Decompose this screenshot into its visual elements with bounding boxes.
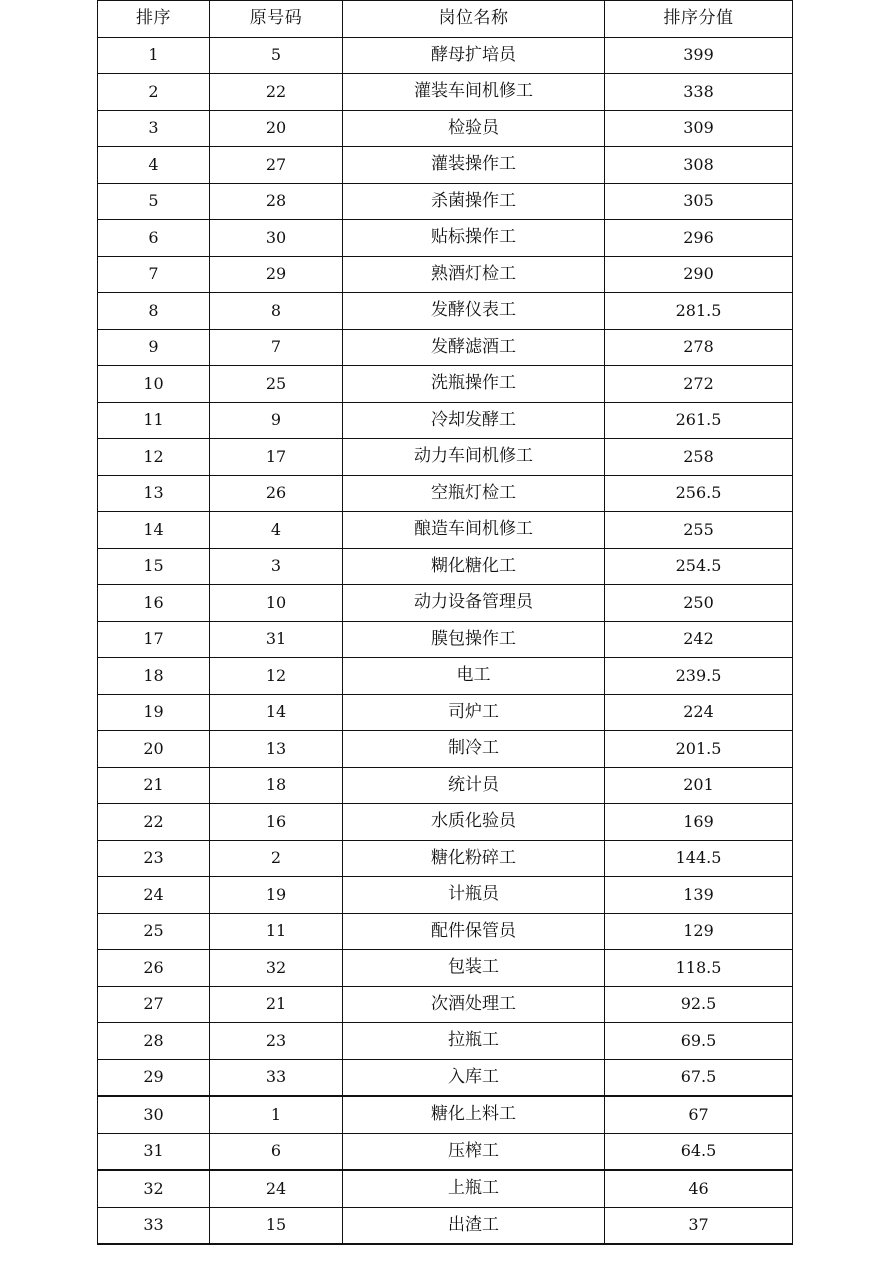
cell-position-name: 熟酒灯检工 (343, 256, 605, 293)
ranking-sheet (97, 0, 792, 1245)
cell-original-number: 3 (210, 548, 343, 585)
cell-rank: 4 (98, 147, 210, 184)
cell-original-number: 30 (210, 220, 343, 257)
table-row (98, 913, 793, 950)
cell-original-number: 27 (210, 147, 343, 184)
cell-rank: 30 (98, 1096, 210, 1133)
cell-rank-score: 256.5 (605, 475, 793, 512)
cell-original-number: 25 (210, 366, 343, 403)
header-rank-score: 排序分值 (605, 1, 793, 38)
table-row (98, 329, 793, 366)
cell-position-name: 检验员 (343, 110, 605, 147)
cell-original-number: 11 (210, 913, 343, 950)
table-row (98, 1170, 793, 1207)
cell-position-name: 灌装车间机修工 (343, 74, 605, 111)
cell-original-number: 15 (210, 1207, 343, 1244)
cell-original-number: 31 (210, 621, 343, 658)
cell-original-number: 4 (210, 512, 343, 549)
cell-rank: 2 (98, 74, 210, 111)
cell-rank-score: 224 (605, 694, 793, 731)
job-ranking-table (97, 0, 793, 1245)
cell-position-name: 司炉工 (343, 694, 605, 731)
cell-rank-score: 278 (605, 329, 793, 366)
cell-position-name: 酿造车间机修工 (343, 512, 605, 549)
table-body (98, 37, 793, 1244)
cell-rank-score: 69.5 (605, 1023, 793, 1060)
table-row (98, 110, 793, 147)
cell-rank: 28 (98, 1023, 210, 1060)
cell-position-name: 上瓶工 (343, 1170, 605, 1207)
cell-rank-score: 139 (605, 877, 793, 914)
cell-rank: 11 (98, 402, 210, 439)
header-original-number: 原号码 (210, 1, 343, 38)
cell-original-number: 16 (210, 804, 343, 841)
table-row (98, 548, 793, 585)
cell-original-number: 8 (210, 293, 343, 330)
cell-rank-score: 67.5 (605, 1059, 793, 1096)
table-row (98, 731, 793, 768)
cell-original-number: 19 (210, 877, 343, 914)
cell-original-number: 20 (210, 110, 343, 147)
cell-original-number: 22 (210, 74, 343, 111)
cell-original-number: 26 (210, 475, 343, 512)
table-row (98, 512, 793, 549)
cell-rank: 25 (98, 913, 210, 950)
cell-position-name: 统计员 (343, 767, 605, 804)
cell-rank-score: 201 (605, 767, 793, 804)
cell-rank-score: 309 (605, 110, 793, 147)
cell-rank: 7 (98, 256, 210, 293)
cell-position-name: 出渣工 (343, 1207, 605, 1244)
cell-rank-score: 258 (605, 439, 793, 476)
cell-rank: 15 (98, 548, 210, 585)
table-row (98, 585, 793, 622)
cell-original-number: 13 (210, 731, 343, 768)
header-rank: 排序 (98, 1, 210, 38)
table-row (98, 37, 793, 74)
cell-rank-score: 308 (605, 147, 793, 184)
table-row (98, 439, 793, 476)
cell-original-number: 9 (210, 402, 343, 439)
cell-original-number: 28 (210, 183, 343, 220)
cell-original-number: 21 (210, 986, 343, 1023)
table-row (98, 147, 793, 184)
cell-position-name: 发酵滤酒工 (343, 329, 605, 366)
cell-rank: 32 (98, 1170, 210, 1207)
cell-rank-score: 290 (605, 256, 793, 293)
table-row (98, 621, 793, 658)
cell-rank: 6 (98, 220, 210, 257)
cell-original-number: 7 (210, 329, 343, 366)
cell-rank-score: 144.5 (605, 840, 793, 877)
cell-rank-score: 281.5 (605, 293, 793, 330)
cell-rank: 16 (98, 585, 210, 622)
cell-position-name: 冷却发酵工 (343, 402, 605, 439)
cell-original-number: 24 (210, 1170, 343, 1207)
cell-rank-score: 254.5 (605, 548, 793, 585)
cell-rank: 17 (98, 621, 210, 658)
cell-rank-score: 46 (605, 1170, 793, 1207)
cell-rank: 14 (98, 512, 210, 549)
cell-original-number: 5 (210, 37, 343, 74)
cell-position-name: 杀菌操作工 (343, 183, 605, 220)
table-row (98, 950, 793, 987)
cell-rank: 3 (98, 110, 210, 147)
table-row (98, 877, 793, 914)
table-row (98, 256, 793, 293)
cell-rank-score: 296 (605, 220, 793, 257)
cell-original-number: 10 (210, 585, 343, 622)
cell-position-name: 糖化上料工 (343, 1096, 605, 1133)
cell-position-name: 制冷工 (343, 731, 605, 768)
cell-position-name: 动力车间机修工 (343, 439, 605, 476)
cell-position-name: 贴标操作工 (343, 220, 605, 257)
table-row (98, 293, 793, 330)
cell-rank-score: 67 (605, 1096, 793, 1133)
cell-rank: 8 (98, 293, 210, 330)
cell-position-name: 拉瓶工 (343, 1023, 605, 1060)
cell-rank-score: 399 (605, 37, 793, 74)
cell-rank-score: 118.5 (605, 950, 793, 987)
cell-position-name: 动力设备管理员 (343, 585, 605, 622)
cell-rank-score: 201.5 (605, 731, 793, 768)
cell-original-number: 29 (210, 256, 343, 293)
cell-original-number: 18 (210, 767, 343, 804)
cell-rank: 22 (98, 804, 210, 841)
cell-position-name: 糊化糖化工 (343, 548, 605, 585)
table-row (98, 1133, 793, 1170)
cell-position-name: 计瓶员 (343, 877, 605, 914)
cell-rank: 18 (98, 658, 210, 695)
cell-rank: 12 (98, 439, 210, 476)
cell-rank: 19 (98, 694, 210, 731)
table-row (98, 475, 793, 512)
cell-position-name: 糖化粉碎工 (343, 840, 605, 877)
cell-position-name: 洗瓶操作工 (343, 366, 605, 403)
table-row (98, 1207, 793, 1244)
cell-rank-score: 239.5 (605, 658, 793, 695)
table-row (98, 74, 793, 111)
cell-position-name: 酵母扩培员 (343, 37, 605, 74)
cell-original-number: 14 (210, 694, 343, 731)
table-row (98, 1023, 793, 1060)
cell-rank: 1 (98, 37, 210, 74)
table-row (98, 986, 793, 1023)
cell-rank: 31 (98, 1133, 210, 1170)
table-row (98, 1096, 793, 1133)
cell-original-number: 12 (210, 658, 343, 695)
cell-rank: 26 (98, 950, 210, 987)
cell-rank-score: 129 (605, 913, 793, 950)
cell-rank: 24 (98, 877, 210, 914)
cell-position-name: 灌装操作工 (343, 147, 605, 184)
cell-position-name: 膜包操作工 (343, 621, 605, 658)
table-row (98, 402, 793, 439)
table-row (98, 366, 793, 403)
cell-position-name: 次酒处理工 (343, 986, 605, 1023)
table-row (98, 767, 793, 804)
cell-original-number: 1 (210, 1096, 343, 1133)
cell-original-number: 32 (210, 950, 343, 987)
cell-rank-score: 37 (605, 1207, 793, 1244)
cell-rank-score: 92.5 (605, 986, 793, 1023)
table-row (98, 220, 793, 257)
cell-rank: 13 (98, 475, 210, 512)
table-row (98, 694, 793, 731)
cell-rank: 29 (98, 1059, 210, 1096)
cell-position-name: 水质化验员 (343, 804, 605, 841)
table-header-row (98, 1, 793, 38)
cell-rank-score: 242 (605, 621, 793, 658)
header-position-name: 岗位名称 (343, 1, 605, 38)
cell-rank-score: 250 (605, 585, 793, 622)
table-row (98, 1059, 793, 1096)
cell-original-number: 17 (210, 439, 343, 476)
cell-rank-score: 64.5 (605, 1133, 793, 1170)
cell-position-name: 发酵仪表工 (343, 293, 605, 330)
cell-rank: 33 (98, 1207, 210, 1244)
cell-rank: 21 (98, 767, 210, 804)
cell-rank: 5 (98, 183, 210, 220)
table-row (98, 658, 793, 695)
cell-original-number: 23 (210, 1023, 343, 1060)
cell-position-name: 压榨工 (343, 1133, 605, 1170)
cell-position-name: 空瓶灯检工 (343, 475, 605, 512)
cell-rank: 9 (98, 329, 210, 366)
cell-original-number: 6 (210, 1133, 343, 1170)
cell-rank: 27 (98, 986, 210, 1023)
cell-rank: 10 (98, 366, 210, 403)
table-row (98, 183, 793, 220)
cell-rank: 20 (98, 731, 210, 768)
cell-position-name: 配件保管员 (343, 913, 605, 950)
cell-original-number: 2 (210, 840, 343, 877)
cell-position-name: 包装工 (343, 950, 605, 987)
cell-original-number: 33 (210, 1059, 343, 1096)
table-row (98, 804, 793, 841)
cell-rank-score: 338 (605, 74, 793, 111)
cell-rank-score: 305 (605, 183, 793, 220)
table-row (98, 840, 793, 877)
cell-rank-score: 169 (605, 804, 793, 841)
cell-position-name: 入库工 (343, 1059, 605, 1096)
cell-rank-score: 255 (605, 512, 793, 549)
cell-rank-score: 272 (605, 366, 793, 403)
cell-position-name: 电工 (343, 658, 605, 695)
cell-rank-score: 261.5 (605, 402, 793, 439)
cell-rank: 23 (98, 840, 210, 877)
